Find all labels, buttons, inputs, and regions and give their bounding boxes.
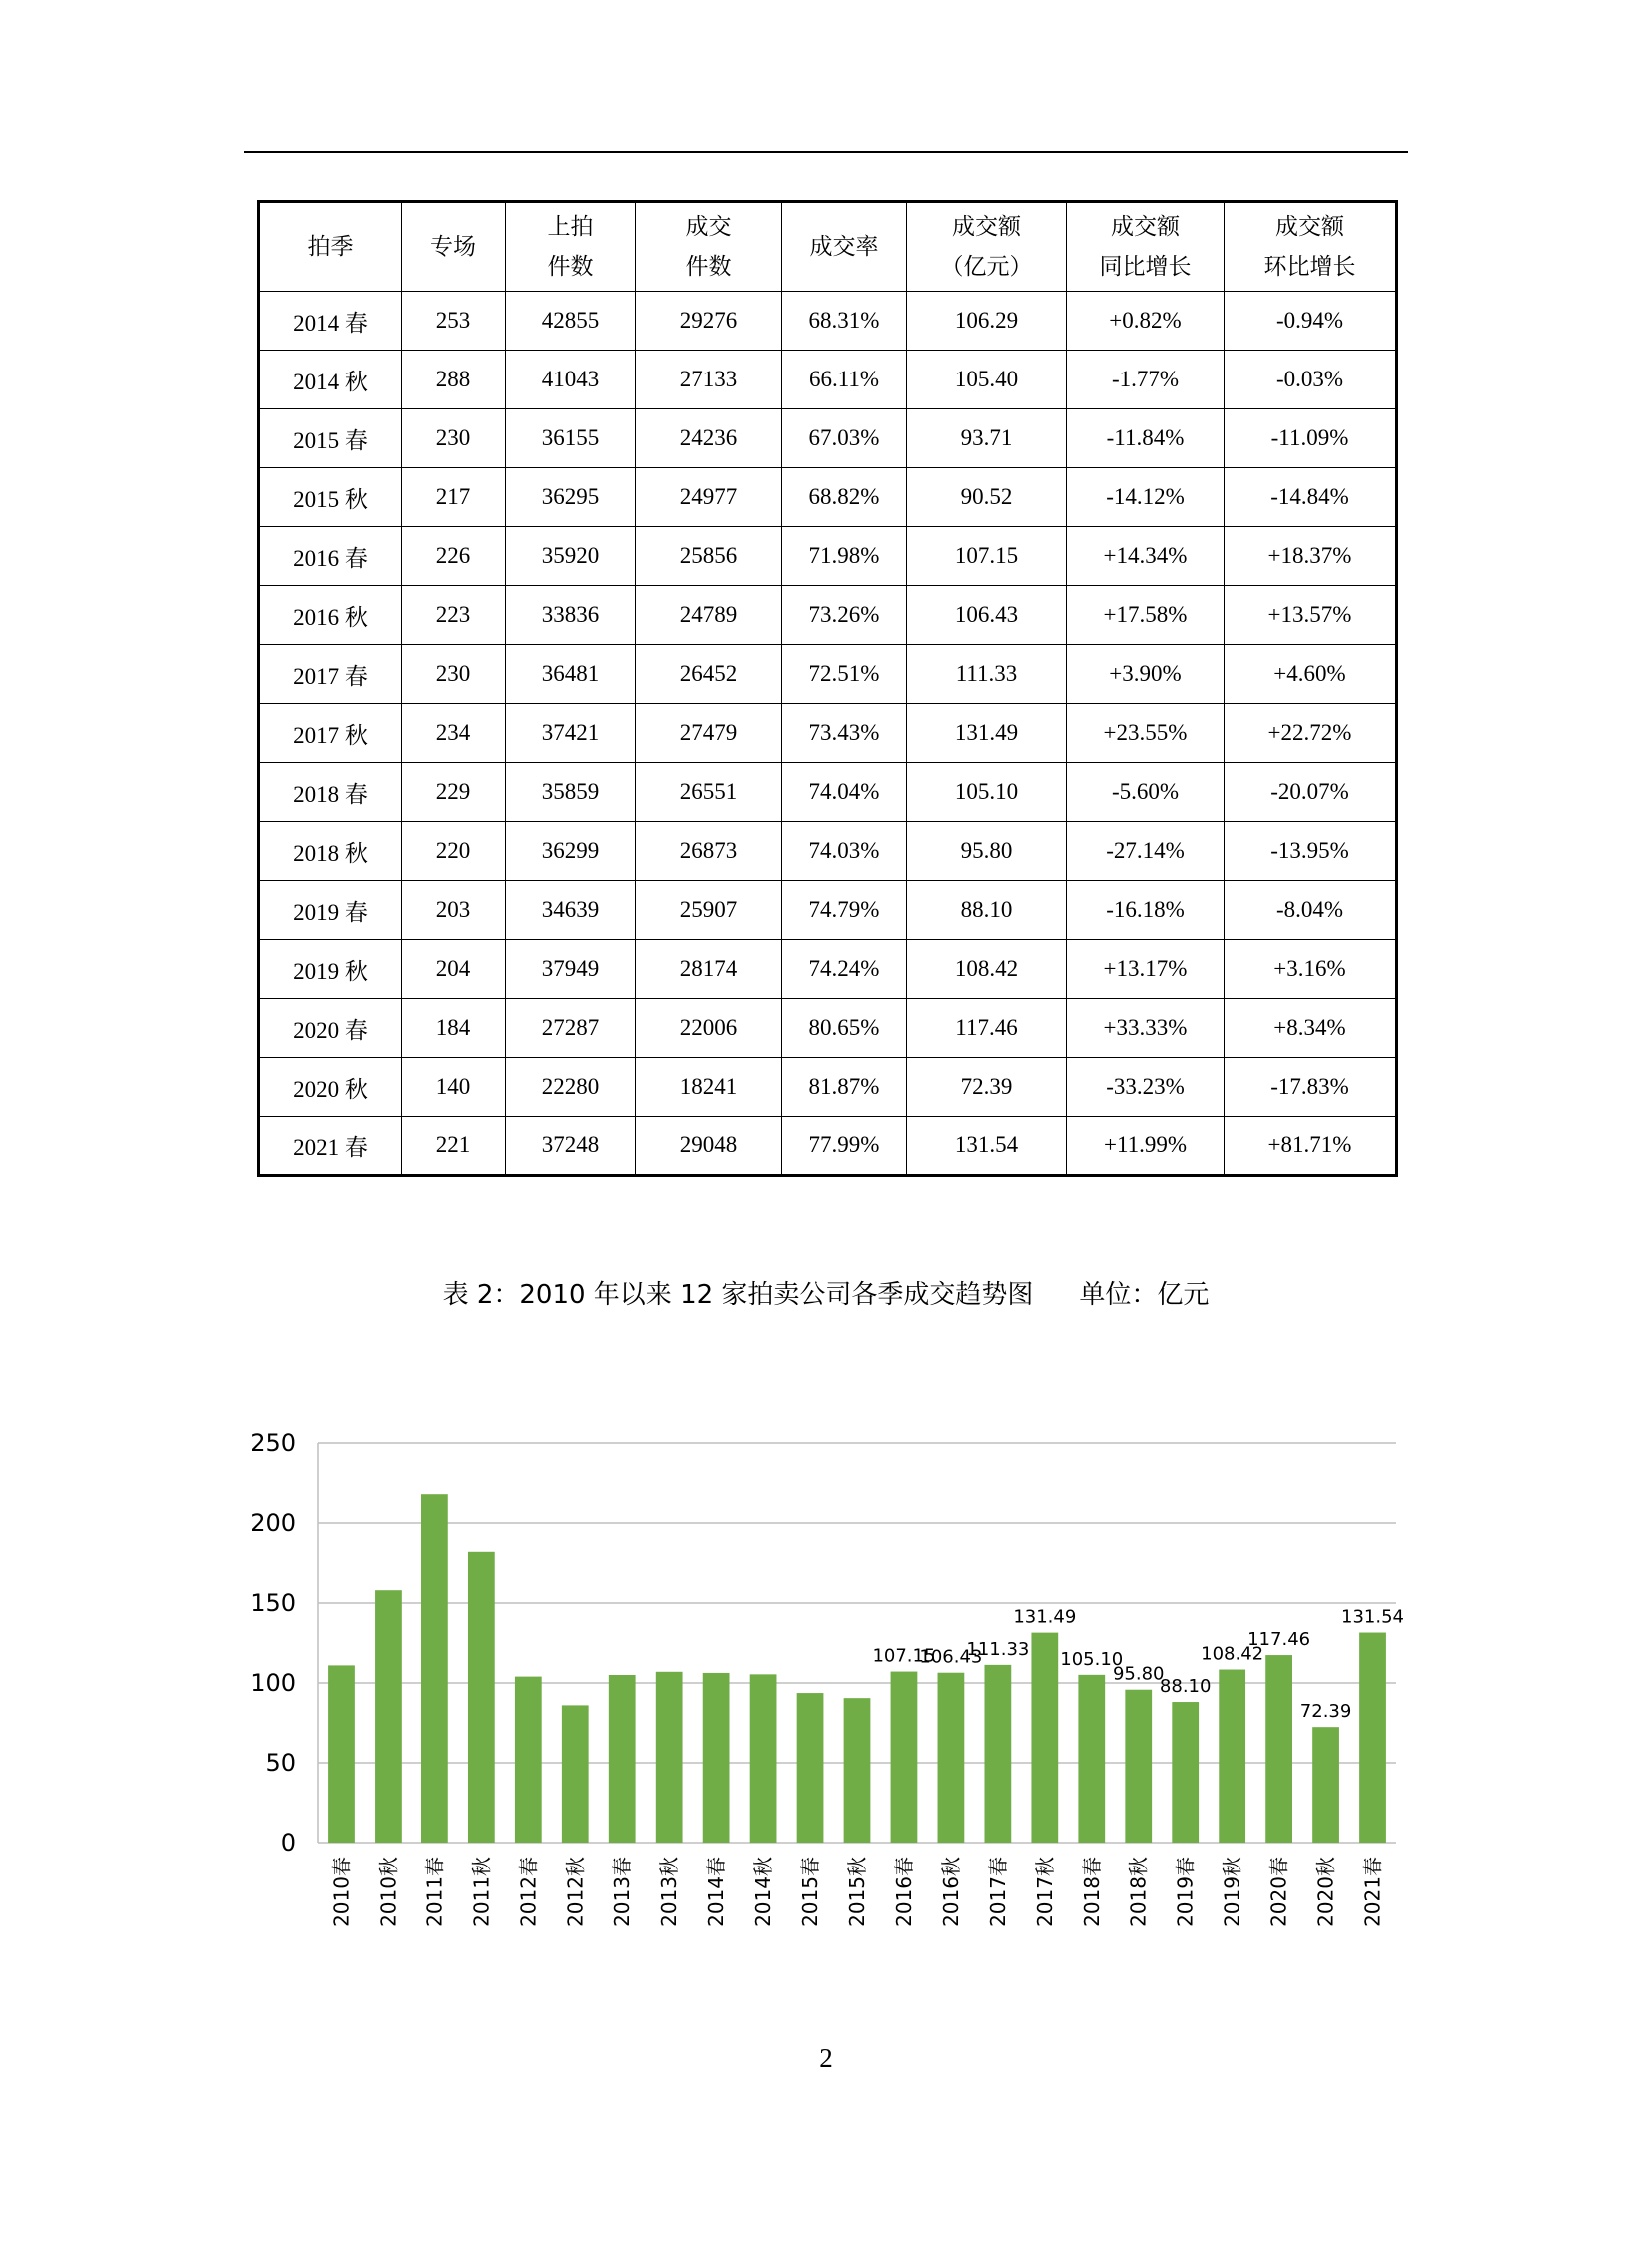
column-header-line: 件数 (547, 254, 594, 280)
table-row (259, 1117, 1397, 1176)
column-header (506, 202, 636, 292)
table-cell: 71.98% (782, 527, 907, 586)
table-cell: 28174 (636, 940, 782, 999)
x-tick-label: 2015秋 (845, 1857, 869, 1927)
table-cell: 74.24% (782, 940, 907, 999)
table-cell: 140 (402, 1058, 506, 1117)
bar (1031, 1633, 1058, 1843)
data-label: 88.10 (1159, 1676, 1212, 1698)
table-cell: 68.82% (782, 468, 907, 527)
table-cell: 230 (402, 409, 506, 468)
bar (1172, 1702, 1199, 1843)
table-cell: 131.54 (907, 1117, 1067, 1176)
bar (1219, 1670, 1245, 1843)
table-cell: 37248 (506, 1117, 636, 1176)
data-label: 131.49 (1013, 1606, 1077, 1628)
table-row (259, 763, 1397, 822)
table-cell: 217 (402, 468, 506, 527)
table-cell: 22280 (506, 1058, 636, 1117)
column-header (402, 202, 506, 292)
x-tick-label: 2011秋 (469, 1857, 494, 1927)
table-cell: 35920 (506, 527, 636, 586)
column-header-line: 成交额 (1275, 214, 1344, 240)
data-label: 117.46 (1247, 1629, 1311, 1651)
table-cell: 2015 春 (259, 409, 402, 468)
x-tick-label: 2010春 (329, 1857, 354, 1927)
table-cell: +3.16% (1225, 940, 1397, 999)
table-cell: 41043 (506, 351, 636, 409)
data-label: 105.10 (1060, 1648, 1124, 1670)
bar (984, 1665, 1011, 1843)
table-cell: -13.95% (1225, 822, 1397, 881)
table-row (259, 999, 1397, 1058)
table-cell: -16.18% (1067, 881, 1225, 940)
x-tick-label: 2021春 (1360, 1857, 1385, 1927)
table-cell: 106.29 (907, 292, 1067, 351)
table-row (259, 527, 1397, 586)
table-cell: 131.49 (907, 704, 1067, 763)
chart-caption (0, 1274, 1652, 1311)
x-tick-label: 2014春 (704, 1857, 729, 1927)
table-cell: +14.34% (1067, 527, 1225, 586)
table-cell: 95.80 (907, 822, 1067, 881)
table-row (259, 881, 1397, 940)
table-cell: -5.60% (1067, 763, 1225, 822)
table-cell: -17.83% (1225, 1058, 1397, 1117)
column-header (1067, 202, 1225, 292)
table-cell: 26551 (636, 763, 782, 822)
x-tick-label: 2018秋 (1126, 1857, 1151, 1927)
table-cell: 74.04% (782, 763, 907, 822)
bar (609, 1675, 636, 1843)
table-cell: 74.03% (782, 822, 907, 881)
table-cell: 2019 秋 (259, 940, 402, 999)
table-cell: 37421 (506, 704, 636, 763)
table-cell: 253 (402, 292, 506, 351)
bar (797, 1693, 824, 1843)
x-tick-label: 2017秋 (1032, 1857, 1057, 1927)
table-cell: 106.43 (907, 586, 1067, 645)
y-tick-label: 250 (250, 1429, 296, 1457)
table-cell: +0.82% (1067, 292, 1225, 351)
bar (468, 1552, 495, 1843)
column-header-line: 专场 (430, 234, 476, 260)
column-header (636, 202, 782, 292)
table-cell: 90.52 (907, 468, 1067, 527)
column-header-line: 同比增长 (1099, 254, 1192, 280)
table-cell: 2021 春 (259, 1117, 402, 1176)
column-header-line: （亿元） (940, 254, 1033, 280)
x-tick-label: 2019秋 (1220, 1857, 1244, 1927)
table-cell: +13.57% (1225, 586, 1397, 645)
x-tick-label: 2018春 (1079, 1857, 1104, 1927)
table-cell: 24977 (636, 468, 782, 527)
table-cell: 77.99% (782, 1117, 907, 1176)
table-cell: 105.10 (907, 763, 1067, 822)
bar (1078, 1675, 1105, 1843)
x-tick-label: 2013春 (610, 1857, 635, 1927)
table-cell: +18.37% (1225, 527, 1397, 586)
bar (938, 1673, 965, 1843)
table-cell: 22006 (636, 999, 782, 1058)
table-cell: 67.03% (782, 409, 907, 468)
bar (515, 1677, 542, 1843)
table-cell: 29276 (636, 292, 782, 351)
table-cell: 72.39 (907, 1058, 1067, 1117)
table-cell: 107.15 (907, 527, 1067, 586)
table-cell: 2016 秋 (259, 586, 402, 645)
column-header-line: 上拍 (547, 214, 594, 240)
table-cell: 105.40 (907, 351, 1067, 409)
column-header-line: 拍季 (307, 234, 354, 260)
table-cell: +17.58% (1067, 586, 1225, 645)
table-cell: 35859 (506, 763, 636, 822)
table-cell: 81.87% (782, 1058, 907, 1117)
table-cell: 204 (402, 940, 506, 999)
table-cell: 2015 秋 (259, 468, 402, 527)
table-cell: 288 (402, 351, 506, 409)
column-header (1225, 202, 1397, 292)
table-cell: 24789 (636, 586, 782, 645)
table-cell: +3.90% (1067, 645, 1225, 704)
bar (562, 1705, 589, 1843)
bar (844, 1698, 871, 1843)
x-tick-label: 2012春 (516, 1857, 541, 1927)
data-label: 108.42 (1201, 1643, 1264, 1665)
table-cell: 2017 秋 (259, 704, 402, 763)
table-cell: 2014 秋 (259, 351, 402, 409)
table-cell: 36295 (506, 468, 636, 527)
table-row (259, 940, 1397, 999)
table-cell: +33.33% (1067, 999, 1225, 1058)
table-cell: 25907 (636, 881, 782, 940)
data-label: 107.15 (872, 1645, 936, 1667)
table-cell: +22.72% (1225, 704, 1397, 763)
table-cell: 33836 (506, 586, 636, 645)
table-cell: -0.94% (1225, 292, 1397, 351)
column-header (907, 202, 1067, 292)
caption-title: 表 2：2010 年以来 12 家拍卖公司各季成交趋势图 (442, 1280, 1034, 1310)
table-cell: -14.12% (1067, 468, 1225, 527)
table-header-row (259, 202, 1397, 292)
x-tick-label: 2013秋 (657, 1857, 682, 1927)
x-tick-label: 2010秋 (376, 1857, 401, 1927)
table-row (259, 409, 1397, 468)
data-label: 131.54 (1341, 1606, 1405, 1628)
y-tick-label: 100 (250, 1669, 296, 1697)
table-cell: +4.60% (1225, 645, 1397, 704)
table-row (259, 645, 1397, 704)
table-cell: 221 (402, 1117, 506, 1176)
x-tick-label: 2017春 (985, 1857, 1010, 1927)
data-label: 72.39 (1299, 1701, 1352, 1723)
table-cell: 2018 秋 (259, 822, 402, 881)
table-row (259, 292, 1397, 351)
table-cell: 72.51% (782, 645, 907, 704)
column-header-line: 成交额 (1111, 214, 1180, 240)
page-number: 2 (819, 2043, 833, 2073)
table-row (259, 468, 1397, 527)
x-tick-label: 2014秋 (751, 1857, 776, 1927)
table-cell: 37949 (506, 940, 636, 999)
table-cell: 36481 (506, 645, 636, 704)
auction-stats-table (257, 200, 1398, 1177)
table-cell: 27287 (506, 999, 636, 1058)
column-header-line: 成交率 (809, 234, 879, 260)
table-cell: 24236 (636, 409, 782, 468)
table-cell: 36299 (506, 822, 636, 881)
table-cell: 26452 (636, 645, 782, 704)
table-cell: 88.10 (907, 881, 1067, 940)
table-cell: +23.55% (1067, 704, 1225, 763)
bar (1265, 1655, 1292, 1843)
table-cell: 223 (402, 586, 506, 645)
table-cell: 27479 (636, 704, 782, 763)
table-cell: 2018 春 (259, 763, 402, 822)
bar (656, 1672, 683, 1843)
bar (1125, 1690, 1152, 1843)
table-cell: 111.33 (907, 645, 1067, 704)
bar (891, 1672, 918, 1843)
table-cell: 229 (402, 763, 506, 822)
x-tick-label: 2020春 (1266, 1857, 1291, 1927)
table-row (259, 1058, 1397, 1117)
caption-unit: 单位：亿元 (1079, 1280, 1210, 1310)
data-label: 106.43 (919, 1646, 983, 1668)
table-cell: 108.42 (907, 940, 1067, 999)
x-tick-label: 2020秋 (1313, 1857, 1338, 1927)
x-tick-label: 2016春 (891, 1857, 916, 1927)
table-cell: -33.23% (1067, 1058, 1225, 1117)
table-cell: -27.14% (1067, 822, 1225, 881)
table-cell: 66.11% (782, 351, 907, 409)
table-cell: 203 (402, 881, 506, 940)
y-tick-label: 200 (250, 1509, 296, 1537)
table-cell: 226 (402, 527, 506, 586)
x-tick-label: 2016秋 (938, 1857, 963, 1927)
table-cell: 93.71 (907, 409, 1067, 468)
bar (1312, 1727, 1339, 1843)
column-header (782, 202, 907, 292)
table-cell: 27133 (636, 351, 782, 409)
column-header-line: 成交 (685, 214, 732, 240)
table-cell: 117.46 (907, 999, 1067, 1058)
table-cell: 80.65% (782, 999, 907, 1058)
table-cell: -11.84% (1067, 409, 1225, 468)
table-cell: 2014 春 (259, 292, 402, 351)
x-tick-label: 2015春 (798, 1857, 823, 1927)
table-cell: 18241 (636, 1058, 782, 1117)
table-cell: 74.79% (782, 881, 907, 940)
table-cell: 2017 春 (259, 645, 402, 704)
column-header-line: 成交额 (952, 214, 1021, 240)
table-cell: -11.09% (1225, 409, 1397, 468)
table-cell: 184 (402, 999, 506, 1058)
table-cell: 73.26% (782, 586, 907, 645)
table-cell: 234 (402, 704, 506, 763)
x-tick-label: 2019春 (1173, 1857, 1198, 1927)
bar (328, 1665, 355, 1843)
table-cell: -20.07% (1225, 763, 1397, 822)
table-row (259, 351, 1397, 409)
column-header-line: 环比增长 (1263, 254, 1356, 280)
x-tick-label: 2011春 (422, 1857, 447, 1927)
table-cell: 42855 (506, 292, 636, 351)
table-cell: 230 (402, 645, 506, 704)
table-cell: -14.84% (1225, 468, 1397, 527)
table-cell: 68.31% (782, 292, 907, 351)
table-cell: +11.99% (1067, 1117, 1225, 1176)
table-cell: 36155 (506, 409, 636, 468)
table-row (259, 822, 1397, 881)
y-tick-label: 0 (280, 1829, 296, 1857)
table-cell: +81.71% (1225, 1117, 1397, 1176)
bar (750, 1674, 777, 1843)
y-tick-label: 50 (265, 1749, 296, 1777)
bar (703, 1673, 730, 1843)
table-cell: 2016 春 (259, 527, 402, 586)
table-cell: 34639 (506, 881, 636, 940)
table-cell: 2020 春 (259, 999, 402, 1058)
table-cell: 2019 春 (259, 881, 402, 940)
table-cell: 26873 (636, 822, 782, 881)
bar (421, 1494, 448, 1843)
data-label: 111.33 (966, 1638, 1030, 1660)
y-tick-label: 150 (250, 1589, 296, 1617)
data-label: 95.80 (1112, 1663, 1165, 1685)
x-tick-label: 2012秋 (563, 1857, 588, 1927)
table-cell: -1.77% (1067, 351, 1225, 409)
table-row (259, 586, 1397, 645)
header-rule (244, 151, 1408, 153)
table-cell: 29048 (636, 1117, 782, 1176)
table-cell: 2020 秋 (259, 1058, 402, 1117)
table-cell: 220 (402, 822, 506, 881)
column-header-line: 件数 (685, 254, 732, 280)
table-cell: -0.03% (1225, 351, 1397, 409)
table-cell: +8.34% (1225, 999, 1397, 1058)
bar (1359, 1633, 1386, 1843)
table-row (259, 704, 1397, 763)
bar (375, 1590, 402, 1843)
table-cell: 25856 (636, 527, 782, 586)
table-cell: -8.04% (1225, 881, 1397, 940)
auction-volume-bar-chart (0, 1398, 1652, 1977)
table-cell: 73.43% (782, 704, 907, 763)
table-cell: +13.17% (1067, 940, 1225, 999)
column-header (259, 202, 402, 292)
